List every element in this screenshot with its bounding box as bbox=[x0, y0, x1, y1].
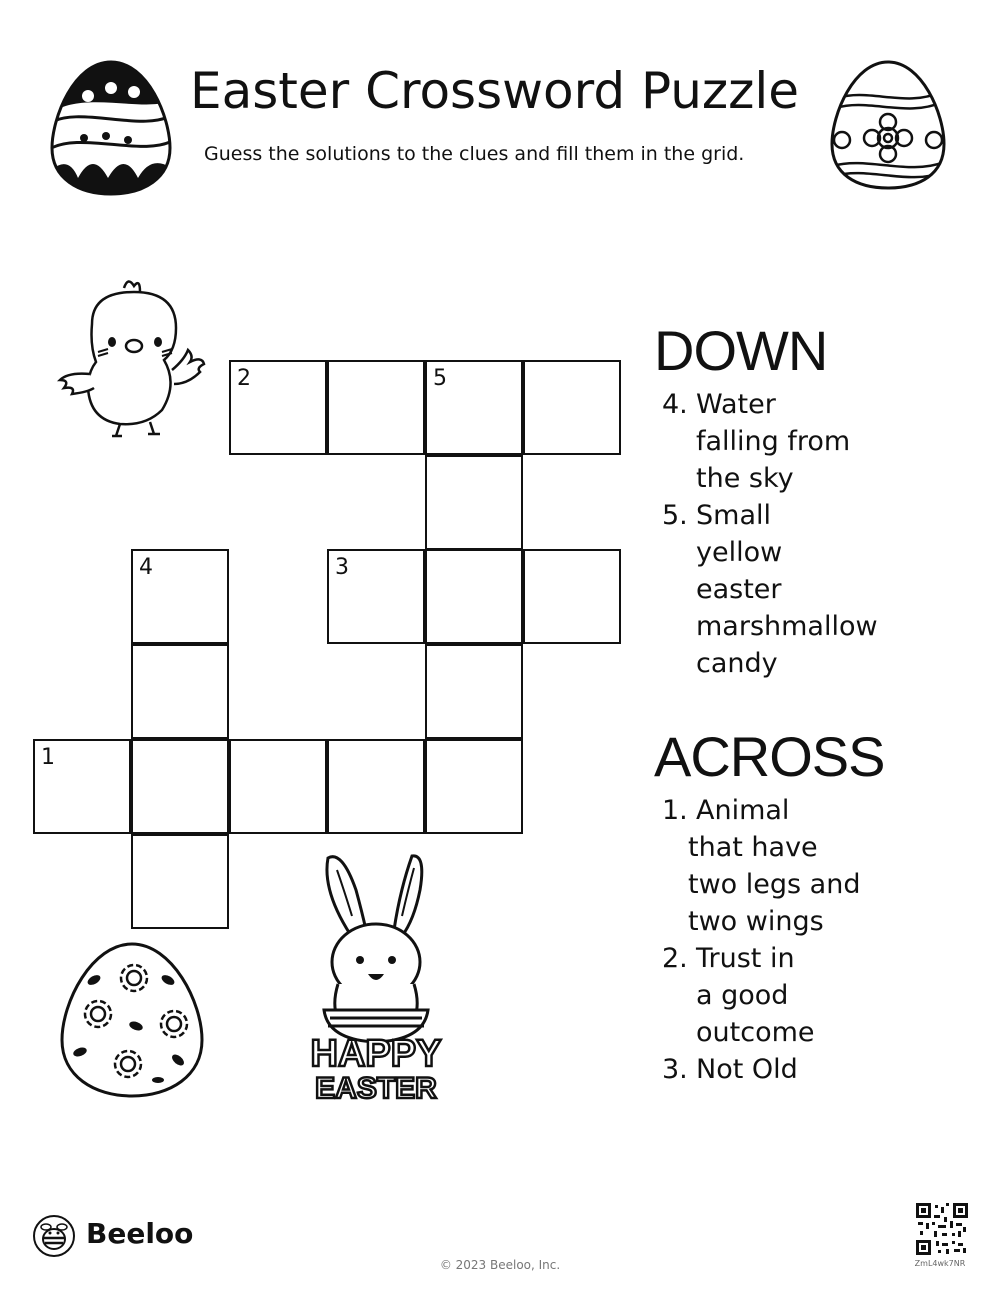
down-clue-4 bbox=[662, 386, 992, 497]
brand-name: Beeloo bbox=[86, 1217, 194, 1250]
clue-number: 2 bbox=[237, 366, 251, 391]
clue-text: Animal bbox=[696, 795, 790, 826]
grid-cell[interactable] bbox=[131, 834, 229, 929]
clue-number: 4. bbox=[662, 389, 688, 420]
qr-code-id: ZmL4wk7NR bbox=[914, 1259, 966, 1268]
decorated-egg-left-icon bbox=[48, 58, 174, 198]
clue-text: falling from bbox=[696, 426, 851, 457]
clue-text: Not Old bbox=[696, 1054, 798, 1085]
easter-text: EASTER bbox=[315, 1072, 437, 1105]
grid-cell[interactable] bbox=[327, 549, 425, 644]
clue-number: 1 bbox=[41, 745, 55, 770]
clue-number: 1. bbox=[662, 795, 688, 826]
clue-text: candy bbox=[696, 648, 778, 679]
grid-cell[interactable] bbox=[523, 360, 621, 455]
across-heading: ACROSS bbox=[654, 725, 885, 788]
grid-cell[interactable] bbox=[229, 739, 327, 834]
clue-text: outcome bbox=[696, 1017, 815, 1048]
flower-egg-bottom-icon bbox=[58, 940, 206, 1100]
clue-text: two wings bbox=[688, 906, 824, 937]
down-heading: DOWN bbox=[654, 319, 828, 382]
across-clue-2 bbox=[662, 940, 992, 1051]
grid-cell[interactable] bbox=[131, 739, 229, 834]
copyright: © 2023 Beeloo, Inc. bbox=[439, 1258, 561, 1272]
grid-cell[interactable] bbox=[131, 644, 229, 739]
qr-code-icon[interactable] bbox=[916, 1203, 968, 1255]
across-clue-1 bbox=[662, 792, 992, 940]
down-clue-list bbox=[662, 386, 992, 682]
page-subtitle: Guess the solutions to the clues and fill them in the grid. bbox=[204, 143, 745, 165]
flower-egg-right-icon bbox=[828, 58, 948, 192]
clue-text: Small bbox=[696, 500, 771, 531]
clue-number: 3 bbox=[335, 555, 349, 580]
down-clue-5 bbox=[662, 497, 992, 682]
chick-icon bbox=[54, 276, 208, 446]
grid-cell[interactable] bbox=[425, 360, 523, 455]
across-clue-list bbox=[662, 792, 992, 1088]
clue-number: 5. bbox=[662, 500, 688, 531]
happy-text: HAPPY bbox=[310, 1033, 442, 1075]
clue-text: that have bbox=[688, 832, 818, 863]
grid-cell[interactable] bbox=[131, 549, 229, 644]
clue-text: two legs and bbox=[688, 869, 861, 900]
grid-cell[interactable] bbox=[523, 549, 621, 644]
clue-text: Trust in bbox=[696, 943, 795, 974]
grid-cell[interactable] bbox=[425, 455, 523, 550]
grid-cell[interactable] bbox=[425, 644, 523, 739]
beeloo-logo-icon bbox=[32, 1214, 76, 1258]
across-clue-3 bbox=[662, 1051, 992, 1088]
clue-text: marshmallow bbox=[696, 611, 878, 642]
clue-text: easter bbox=[696, 574, 782, 605]
easter-bunny-icon bbox=[296, 850, 456, 1105]
grid-cell[interactable] bbox=[327, 739, 425, 834]
grid-cell[interactable] bbox=[229, 360, 327, 455]
grid-cell[interactable] bbox=[327, 360, 425, 455]
clue-text: yellow bbox=[696, 537, 783, 568]
grid-cell[interactable] bbox=[33, 739, 131, 834]
clue-text: Water bbox=[696, 389, 776, 420]
clue-text: the sky bbox=[696, 463, 794, 494]
clue-text: a good bbox=[696, 980, 789, 1011]
grid-cell[interactable] bbox=[425, 549, 523, 644]
clue-number: 3. bbox=[662, 1054, 688, 1085]
page-title: Easter Crossword Puzzle bbox=[190, 62, 800, 120]
clue-number: 4 bbox=[139, 555, 153, 580]
grid-cell[interactable] bbox=[425, 739, 523, 834]
clue-number: 2. bbox=[662, 943, 688, 974]
clue-number: 5 bbox=[433, 366, 447, 391]
